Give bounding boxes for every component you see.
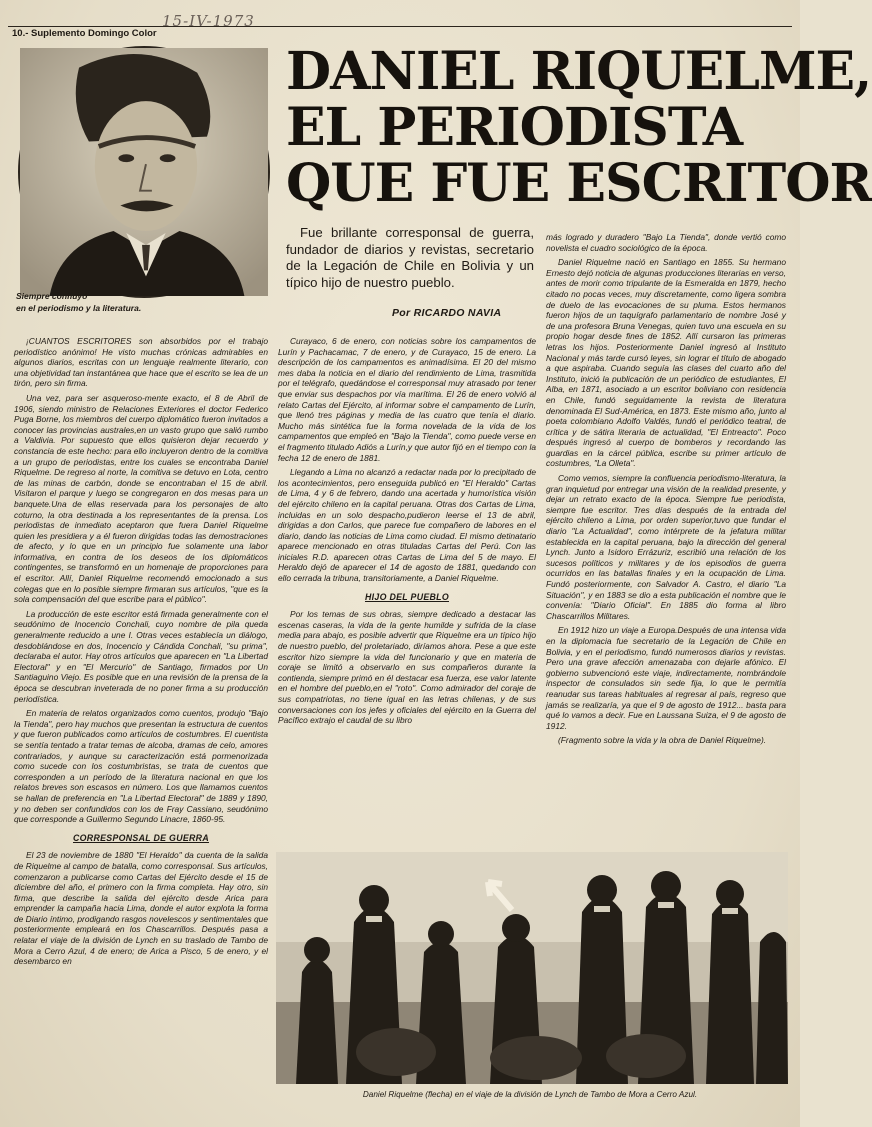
paragraph: más logrado y duradero "Bajo La Tienda", donde vertió como novelista el cuadro sociológico de la época. [546,232,786,253]
headline-line3: QUE FUE ESCRITOR [286,153,872,214]
soldiers-image [276,852,788,1084]
paragraph: (Fragmento sobre la vida y la obra de Daniel Riquelme). [558,735,767,746]
byline: Por RICARDO NAVIA [392,307,502,319]
headline-line2: EL PERIODISTA [286,97,743,158]
paragraph: Curayaco, 6 de enero, con noticias sobre los campamentos de Lurín y Pachacamac, 7 de enero, y de Curayaco, 15 de enero. La descripción de los campamentos es animadísima. El 20 del mismo mes daba la noticia en el diario del rendimiento de Lima, trasmitida por el telégrafo, quedándose el corresponsal muy atrasado por tener que enviar sus despachos por vía marítima. El 26 de enero volvió al relato Cartas del Ejército, al informar sobre el campamento de Lurín, que llenó tres páginas y media de las cuatro que tenía el diario. Mucho más sintética fue la forma novelada de la vida de los campamentos que empleó en "Bajo la Tienda", como puede verse en el fragmento titulado Adiós a Lurín,y que autor fijó en el tiempo con la fecha 12 de enero de 1881. [278,336,536,463]
paragraph: ¡CUANTOS ESCRITORES son absorbidos por el trabajo periodístico anónimo! He visto muchas crónicas admirables en algunos diarios, escritas con un lenguaje realmente literario, con una objetividad tan instantánea que hace que el escrito se lea de un tirón, pero sin firma. [14,336,268,389]
article-column-2 [278,336,536,846]
paragraph: Por los temas de sus obras, siempre dedicado a destacar las escenas caseras, la vida de la gente humilde y sufrida de la clase media para abajo, es posible advertir que Riquelme era un típico hijo de nuestro pueblo, del proletariado, diríamos ahora. Pese a que este escritor hizo siempre la vida del funcionario y que en materia de coraje se limitó a observarlo en sus compañeros durante la contienda, siempre primó en él destacar esa fuerza, ese valor latente en el hombre del pueblo,en el "roto". Como admirador del coraje de sus compatriotas, no tiene igual en las letras chilenas, y de sus conversaciones con los jefes y oficiales del ejército en la Guerra del Pacífico extrajo el caudal de su libro [278,609,536,726]
paragraph: En 1912 hizo un viaje a Europa.Después de una intensa vida en la diplomacia fue secretario de la Legación de Chile en Bolivia, y en el periodismo, fundó numerosos diarios y revistas. Pero una grave afección amenazaba con dejarle afónico. El gobierno subvencionó este viaje, indirectamente, nombrándole inspector de consulados sin sede fija, lo que le permitía reanudar sus tareas habituales al regresar al país, regreso que jamás se realizaría, ya que el 9 de agosto de 1912... basta para qué lo vamos a decir. Fue en Laussana Suiza, el 9 de agosto de 1912. [546,625,786,731]
paragraph: La producción de este escritor está firmada generalmente con el seudónimo de Inocencio Conchali, cuyo nombre de pila queda generalmente reducido a une I. Otras veces establecía un diálogo, desdoblándose en dos, Inocencio y Cándida Conchali, "su prima", declaraba el autor. Hay otros artículos que aparecen en "La Libertad Electoral" y en "El Mercurio" de Santiago, firmados por Un Santiaguino Viejo. Es posible que en una revisión de la prensa de la época se descubran inveterada de no poner firma a su producción periodística. [14,608,268,704]
paragraph: El 23 de noviembre de 1880 "El Heraldo" da cuenta de la salida de Riquelme al campo de batalla, como corresponsal. Sus artículos, comenzaron a publicarse como Cartas del Ejército desde el 15 de diciembre del año, el primero con la firma completa. Hay otro, sin firma, que describe la salida del ejército desde Arica para emprender la campaña hacia Lima, donde el autor explota la forma de Diario íntimo, prodigando rasgos novelescos y sentimentales que posteriormente empleará en los Chascarrillos. Después pasa a relatar el viaje de la división de Lynch en su traslado de Tambo de Mora a Cerro Azul, 4 de enero; de Arica a Pisco, 5 de enero, y el desembarco en [14,850,268,967]
portrait-image [20,48,268,296]
headline-line1: DANIEL RIQUELME, [286,41,872,102]
handwritten-date: 15-IV-1973 [162,12,255,30]
header-rule [8,26,792,27]
deck: Fue brillante corresponsal de guerra, fundador de diarios y revistas, secretario de la Legación de Chile en Bolivia y un típico hijo de nuestro pueblo. [286,225,534,290]
section-heading: CORRESPONSAL DE GUERRA [73,832,209,843]
headline [286,41,872,214]
portrait-photo [18,46,270,298]
portrait-caption-line2: en el periodismo y la literatura. [16,303,142,313]
portrait-caption [16,290,166,314]
paragraph: Daniel Riquelme nació en Santiago en 1855. Su hermano Ernesto dejó noticia de algunas producciones literarias en verso, antes de morir como tripulante de la Esmeralda en 1879, hecho citado no pocas veces, muy discretamente, como ligera sombra de duelo de las evocaciones de su pluma. Estos hermanos fueron hijos de un taquígrafo parlamentario de nombre José y de una profesora Bruna Venegas, quien tuvo una escuela en su propio hogar desde fines de 1852. Allí cursaron las primeras letras los hijos. Posteriormente Daniel ingresó al Instituto Nacional y más tarde cursó leyes, sin lograr el título de abogado a que aspiraba. Cuando seguía las clases del cuarto año del Instituto, inició la publicación de un periódico de estudiantes, El Alba, en 1871, asociado a un escritor boliviano con residencia en Chile, fundó seguidamente la revista de literatura denominada El Sud-América, en 1873. Este mismo año, junto al poeta colombiano Adolfo Valdés, fundó el periódico teatral, de crítica y de sátira literaria de actualidad, "El Entreacto". Poco después ingresó al cuerpo de bomberos y recordando las guardias en la cárcel pública, escribe su primer artículo de costumbres, "La Olleta". [546,257,786,469]
article-column-3 [546,232,786,846]
paragraph: Llegando a Lima no alcanzó a redactar nada por lo precipitado de los acontecimientos, pero enseguida publicó en "El Heraldo" Cartas de Lima, 4 y 6 de febrero, dando una acertada y humorística visión del ejército chileno en la capital peruana. Otras dos Cartas de Lima, incluidas en un solo despacho,pudieron leerse el 13 de abril, dirigidas a don Carlos, que parece fue compañero de labores en el diario, dando las noticias de Lima como ciudad. El mismo detinatario aparece mencionado en otras tituladas Cartas del Perú. Con las iniciales R.D. aparecen otras Cartas de Lima del 5 de mayo. El Heraldo dejó de aparecer el 14 de agosto de 1881, quedando con ello cerrada la tribuna, transitoriamente, a Daniel Riquelme. [278,467,536,584]
paragraph: Como vemos, siempre la confluencia periodismo-literatura, la gran inquietud por entregar una visión de la realidad presente, y dejar un retrato exacto de la época. Siempre fue periodista, siempre fue escritor. Tres días después de la entrada del ejército chileno a Lima, por orden superior,tuvo que fundar el diario "La Actualidad", como intérprete de la jefatura militar establecida en la capital peruana, bajo la dirección del general Lynch. Junto a Isidoro Errázuriz, escribió una relación de los sucesos políticos y militares y de los episodios de guerra ocurridos en las batallas finales y en la ocupación de Lima. Fundó posteriormente, con Salvador A. Castro, el diario "La Situación", y en 1883 se dio a esta publicación el nombre que le convenía: "Diario Oficial". En 1885 dio forma al libro Chascarrillos Militares. [546,473,786,621]
article-column-1 [14,336,268,1106]
group-photo [276,852,788,1084]
paragraph: En materia de relatos organizados como cuentos, produjo "Bajo la Tienda", pero hay muchos que presentan la estructura de cuentos y que fueron publicados como artículos de costumbres. El cuentista se sentía tentado a tratar temas de alcoba, dramas de celo, amores contrariados, y aunque su caracterización está pormenorizada como sucede con los costumbristas, se trata de cuentos que corresponden a un período de la literatura nacional en que los relatos breves son escasos en número. Los que llamamos cuentos se hallan de preferencia en "La Libertad Electoral" de 1889 y 1890, y no deben ser confundidos con los de Fray Cassiano, seudónimo que corresponde a Guillermo Segundo Linacre, 1860-95. [14,708,268,825]
section-label: 10.- Suplemento Domingo Color [12,28,157,39]
paragraph: Una vez, para ser asqueroso-mente exacto, el 8 de Abril de 1906, siendo ministro de Relaciones Exteriores el doctor Federico Puga Borne, los miembros del cuerpo diplomático fueron invitados a conocer las provincias australes,en un vasto grupo que salió rumbo a Valdivia. Por supuesto que ellos quisieron dejar recuerdo y constancia de este hecho: para ello incluyeron dentro de la comitiva a un grupo de periodistas, entre los cuales se encontraba Daniel Riquelme. De regreso al norte, la comitiva se detuvo en Lota, centro de las minas de carbón, donde se encontraban el 15 de abril. Visitaron el parque y luego se congregaron en dos mesas para un banquete.Una de ellas reservada para los personajes de alto coturno, la otra destinada a los representantes de la prensa. Los periodistas de inmediato aceptaron que fuera Daniel Riquelme quien les presidiera y a él fueron dirigidas todas las demostraciones de afecto, y lo que en un principio fue solamente una labor informativa, en contra de los deseos de los diplomáticos contingentes, se transformó en un homenaje de proporciones para el escritor. Allí, Daniel Riquelme recomendó emocionado a sus colegas que en lo posible siempre firmaran sus artículos, "que es la sola compensación del que escribe para el público". [14,392,268,605]
photo-caption: Daniel Riquelme (flecha) en el viaje de la división de Lynch de Tambo de Mora a Cerro Azul. [362,1090,698,1099]
section-heading: HIJO DEL PUEBLO [364,591,449,602]
portrait-caption-line1: Siempre confluyó [16,291,88,301]
